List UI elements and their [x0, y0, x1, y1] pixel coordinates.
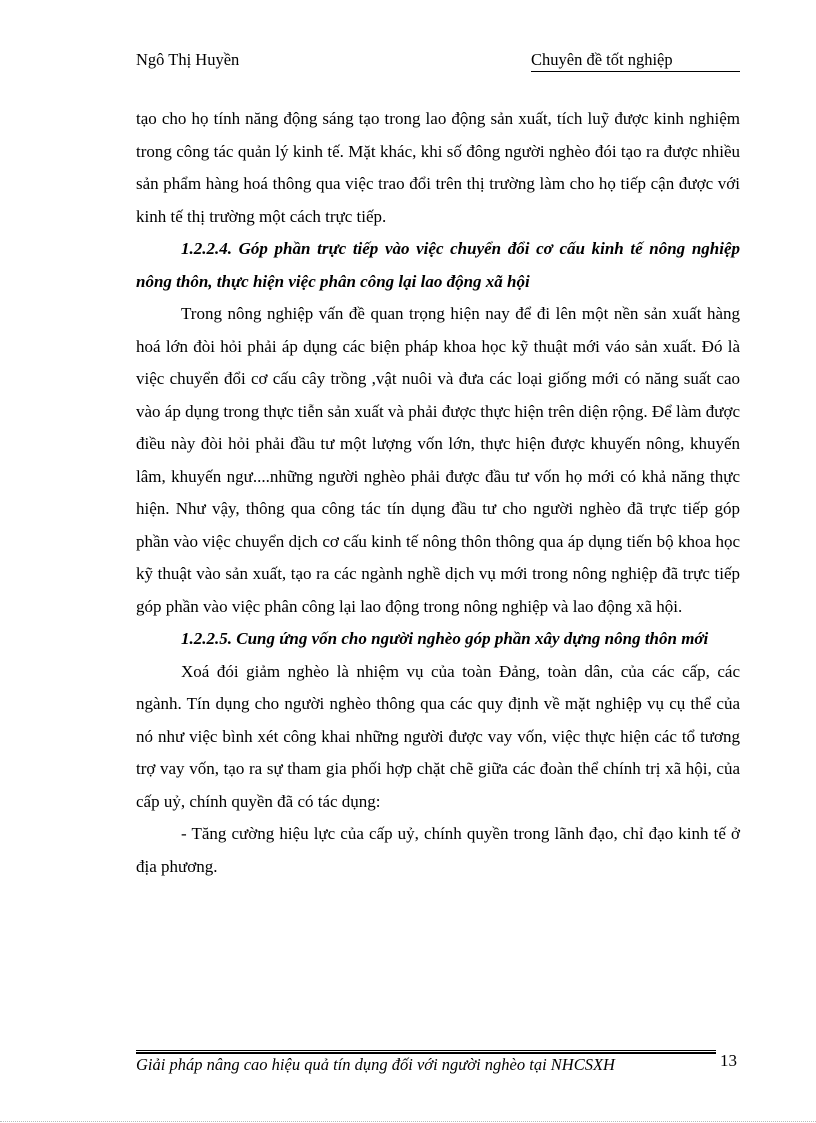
paragraph-4: - Tăng cường hiệu lực của cấp uỷ, chính quyền trong lãnh đạo, chỉ đạo kinh tế ở địa phương.	[136, 824, 740, 876]
paragraph-1: tạo cho họ tính năng động sáng tạo trong lao động sản xuất, tích luỹ được kinh nghiệm trong công tác quản lý kinh tế. Mặt khác, khi số đông người nghèo đói tạo ra được nhiều sản phẩm hàng hoá thông qua việc trao đổi trên thị trường làm cho họ tiếp cận được với kinh tế thị trường một cách trực tiếp.	[136, 109, 740, 226]
paragraph-2: Trong nông nghiệp vấn đề quan trọng hiện nay để đi lên một nền sản xuất hàng hoá lớn đòi hỏi phải áp dụng các biện pháp khoa học kỹ thuật mới váo sản xuất. Đó là việc chuyển đổi cơ cấu cây trồng ,vật nuôi và đưa các loại giống mới có năng suất cao vào áp dụng trong thực tiễn sản xuất và phải được thực hiện trên diện rộng. Để làm được điều này đòi hỏi phải đầu tư một lượng vốn lớn, thực hiện được khuyến nông, khuyến lâm, khuyến ngư....những người nghèo phải được đầu tư vốn họ mới có khả năng thực hiện. Như vậy, thông qua công tác tín dụng đầu tư cho người nghèo đã trực tiếp góp phần vào việc chuyển dịch cơ cấu kinh tế nông thôn thông qua áp dụng tiến bộ khoa học kỹ thuật vào sản xuất, tạo ra các ngành nghề dịch vụ mới trong nông nghiệp đã trực tiếp góp phần vào việc phân công lại lao động trong nông nghiệp và lao động xã hội.	[136, 304, 740, 616]
header-rule	[531, 71, 740, 72]
footer-rule-thin	[136, 1050, 716, 1051]
header-author: Ngô Thị Huyền	[136, 50, 240, 69]
section-heading-1-2-2-4: 1.2.2.4. Góp phần trực tiếp vào việc chuyển đổi cơ cấu kinh tế nông nghiệp nông thôn, thực hiện việc phân công lại lao động xã hội	[136, 239, 740, 291]
footer-title: Giải pháp nâng cao hiệu quả tín dụng đối với người nghèo tại NHCSXH	[136, 1055, 615, 1074]
paragraph-3: Xoá đói giảm nghèo là nhiệm vụ của toàn Đảng, toàn dân, của các cấp, các ngành. Tín dụng cho người nghèo thông qua các quy định về mặt nghiệp vụ cụ thể của nó như việc bình xét công khai những người được vay vốn, việc thực hiện các tổ tương trợ vay vốn, tạo ra sự tham gia phối hợp chặt chẽ giữa các đoàn thể chính trị xã hội, của cấp uỷ, chính quyền đã có tác dụng:	[136, 661, 740, 811]
page-number: 13	[720, 1051, 737, 1070]
header-doc-type: Chuyên đề tốt nghiệp	[531, 50, 673, 69]
page-body	[136, 103, 740, 883]
page-bottom-divider	[0, 1121, 816, 1122]
footer-rule-thick	[136, 1052, 716, 1054]
page-header	[136, 50, 740, 74]
page-footer	[136, 1046, 740, 1086]
section-heading-1-2-2-5: 1.2.2.5. Cung ứng vốn cho người nghèo góp phần xây dựng nông thôn mới	[181, 629, 709, 648]
